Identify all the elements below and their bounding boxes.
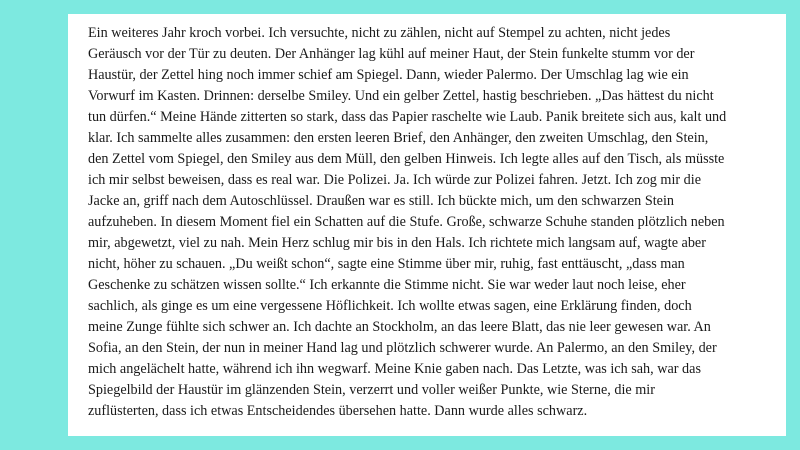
text-line: Sofia, an den Stein, der nun in meiner Hand lag und plötzlich schwerer wurde. An Palermo, an den Smiley, der (88, 340, 717, 356)
text-line: Jacke an, griff nach dem Autoschlüssel. Draußen war es still. Ich bückte mich, um den schwarzen Stein (88, 193, 674, 209)
text-line: Spiegelbild der Haustür im glänzenden Stein, verzerrt und voller weißer Punkte, wie Sterne, die mir (88, 382, 655, 398)
text-line: den Zettel vom Spiegel, den Smiley aus dem Müll, den gelben Hinweis. Ich legte alles auf den Tisch, als müsste (88, 151, 725, 167)
text-line: Ein weiteres Jahr kroch vorbei. Ich versuchte, nicht zu zählen, nicht auf Stempel zu achten, nicht jedes (88, 25, 671, 41)
text-line: mir, abgewetzt, viel zu nah. Mein Herz schlug mir bis in den Hals. Ich richtete mich langsam auf, wagte aber (88, 235, 706, 251)
text-line: Geschenke zu schätzen wissen sollte.“ Ich erkannte die Stimme nicht. Sie war weder laut noch leise, eher (88, 277, 686, 293)
text-line: nicht, höher zu schauen. „Du weißt schon“, sagte eine Stimme über mir, ruhig, fast enttäuscht, „dass man (88, 256, 685, 272)
text-line: zuflüsterten, dass ich etwas Entscheidendes übersehen hatte. Dann wurde alles schwarz. (88, 403, 588, 419)
text-line: Geräusch vor der Tür zu deuten. Der Anhänger lag kühl auf meiner Haut, der Stein funkelte stumm vor der (88, 46, 695, 62)
text-line: Vorwurf im Kasten. Drinnen: derselbe Smiley. Und ein gelber Zettel, hastig beschrieben. „Das hättest du nicht (88, 88, 714, 104)
document-page (68, 14, 786, 436)
text-line: klar. Ich sammelte alles zusammen: den ersten leeren Brief, den Anhänger, den zweiten Umschlag, den Stein, (88, 130, 709, 146)
text-line: sachlich, als ginge es um eine vergessene Höflichkeit. Ich wollte etwas sagen, eine Erklärung finden, doch (88, 298, 692, 314)
text-line: aufzuheben. In diesem Moment fiel ein Schatten auf die Stufe. Große, schwarze Schuhe standen plötzlich neben (88, 214, 725, 230)
text-line: tun dürfen.“ Meine Hände zitterten so stark, dass das Papier raschelte wie Laub. Panik breitete sich aus, kalt und (88, 109, 727, 125)
text-line: mich angelächelt hatte, während ich ihn wegwarf. Meine Knie gaben nach. Das Letzte, was ich sah, war das (88, 361, 701, 377)
document-body (88, 23, 778, 422)
text-line: ich mir selbst beweisen, dass es real war. Die Polizei. Ja. Ich würde zur Polizei fahren. Jetzt. Ich zog mir die (88, 172, 702, 188)
text-line: Haustür, der Zettel hing noch immer schief am Spiegel. Dann, wieder Palermo. Der Umschlag lag wie ein (88, 67, 689, 83)
text-line: meine Zunge fühlte sich schwer an. Ich dachte an Stockholm, an das leere Blatt, das nie leer gewesen war. An (88, 319, 711, 335)
